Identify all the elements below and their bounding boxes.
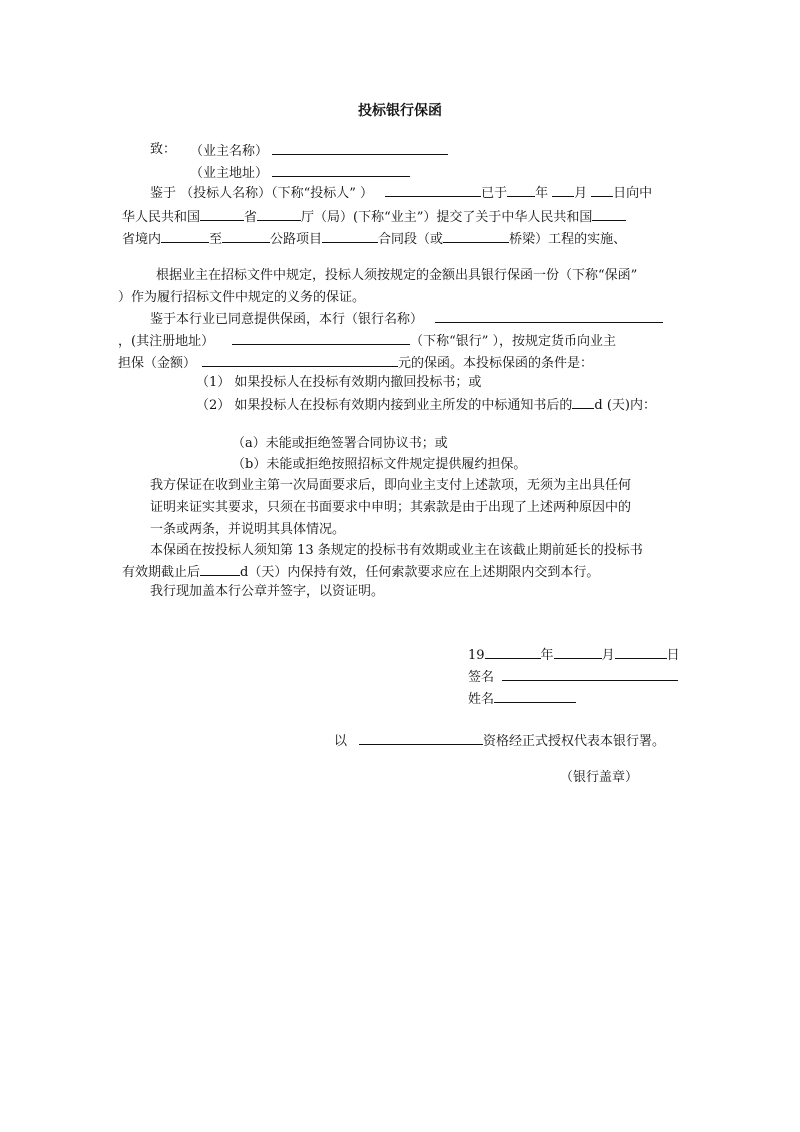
sign-year-blank: [485, 645, 541, 659]
year-label: 年: [540, 648, 554, 663]
year-prefix: 19: [468, 648, 485, 663]
p1-text-j: 至: [209, 232, 223, 247]
sign-month-blank: [554, 645, 602, 659]
bridge-blank: [443, 229, 509, 243]
owner-name-line: [190, 141, 448, 161]
authority-blank: [359, 731, 483, 745]
p1-text-d: 月: [574, 186, 588, 201]
day-label: 日: [666, 648, 680, 663]
to-label: 致：: [150, 142, 177, 157]
from-blank: [161, 229, 209, 243]
p5-text-b: d（天）内保持有效，任何索款要求应在上述期限内交到本行。: [240, 565, 600, 580]
p4-line3: 一条或两条，并说明其具体情况。: [150, 522, 346, 537]
p1-text-k: 公路项目: [270, 232, 323, 247]
p3-line2: [118, 331, 616, 351]
owner-address-label: （业主地址）: [190, 166, 269, 181]
condition-2-text: （2） 如果投标人在投标有效期内接到业主所发的中标通知书后的: [196, 398, 573, 413]
p4-line2: 证明来证实其要求，只须在书面要求中申明；其索款是由于出现了上述两种原因中的: [150, 500, 632, 515]
p1-text-e: 日向中: [613, 186, 653, 201]
p4-line1: 我方保证在收到业主第一次局面要求后，即向业主支付上述款项，无须为主出具任何: [150, 478, 632, 493]
p1-line2: [122, 207, 626, 227]
condition-a: （a）未能或拒绝签署合同协议书；或: [232, 436, 448, 451]
p1-line3: [122, 229, 626, 249]
sign-line: [468, 667, 678, 687]
day-blank: [591, 183, 613, 197]
name-label: 姓名: [468, 692, 495, 707]
p3-text-b: ，(其注册地址）: [118, 334, 215, 349]
authority-suffix: 资格经正式授权代表本银行署。: [483, 734, 666, 749]
p5-line1: 本保函在按投标人须知第 13 条规定的投标书有效期或业主在该截止期前延长的投标书: [150, 543, 643, 558]
month-blank: [552, 183, 574, 197]
condition-2-days: d (天)内：: [594, 398, 657, 413]
p2-line2: ）作为履行招标文件中规定的义务的保证。: [118, 290, 366, 305]
days-blank: [572, 395, 594, 409]
p3-text-a: 鉴于本行业已同意提供保函，本行（银行名称）: [150, 312, 424, 327]
p1-text-f: 华人民共和国: [122, 210, 201, 225]
p1-text-h: 厅（局）(下称“业主”）提交了关于中华人民共和国: [301, 210, 593, 225]
country-blank: [592, 207, 626, 221]
project-blank: [322, 229, 378, 243]
bank-address-blank: [232, 331, 410, 345]
p1-text-b: 已于: [481, 186, 508, 201]
p2-line1: 根据业主在招标文件中规定，投标人须按规定的金额出具银行保函一份（下称“保函”: [156, 268, 638, 283]
name-line: [468, 689, 576, 709]
department-blank: [257, 207, 301, 221]
owner-name-blank: [272, 141, 448, 155]
authority-prefix: 以: [334, 734, 348, 749]
province-blank: [200, 207, 244, 221]
owner-address-blank: [272, 163, 410, 177]
sign-day-blank: [615, 645, 667, 659]
condition-1: （1） 如果投标人在投标有效期内撤回投标书；或: [196, 375, 482, 390]
p1-text-c: 年: [535, 186, 549, 201]
p1-line1: [150, 183, 652, 203]
bank-seal: （银行盖章）: [560, 770, 639, 785]
condition-2: [196, 395, 656, 415]
p1-text-i: 省境内: [122, 232, 162, 247]
amount-blank: [202, 353, 398, 367]
p5-line2: [122, 562, 599, 582]
date-line: [468, 645, 680, 665]
p1-text-l: 合同段（或: [378, 232, 444, 247]
signature-blank: [502, 667, 678, 681]
condition-b: （b）未能或拒绝按照招标文件规定提供履约担保。: [232, 457, 527, 472]
authority-line: [334, 731, 665, 751]
month-label: 月: [601, 648, 615, 663]
p1-text-m: 桥梁）工程的实施、: [509, 232, 627, 247]
bank-name-blank: [435, 309, 663, 323]
validity-days-blank: [200, 562, 240, 576]
p5-text-a: 有效期截止后: [122, 565, 201, 580]
p3-text-c: （下称“银行” ），按规定货币向业主: [410, 334, 617, 349]
sign-label: 签名: [468, 670, 495, 685]
p3-line3: [118, 353, 593, 373]
p3-text-d: 担保（金额）: [118, 356, 197, 371]
p1-text-g: 省: [244, 210, 258, 225]
owner-address-line: [190, 163, 410, 183]
document-title: 投标银行保函: [358, 103, 442, 119]
p3-line1: [150, 309, 663, 329]
to-blank: [222, 229, 270, 243]
name-blank: [494, 689, 576, 703]
p1-text-a: 鉴于 （投标人名称）（下称“投标人” ）: [150, 186, 374, 201]
p3-text-e: 元的保函。本投标保函的条件是：: [398, 356, 594, 371]
year-blank: [507, 183, 535, 197]
bidder-blank: [385, 183, 481, 197]
p6-line: 我行现加盖本行公章并签字，以资证明。: [150, 584, 385, 599]
owner-name-label: （业主名称）: [190, 144, 269, 159]
